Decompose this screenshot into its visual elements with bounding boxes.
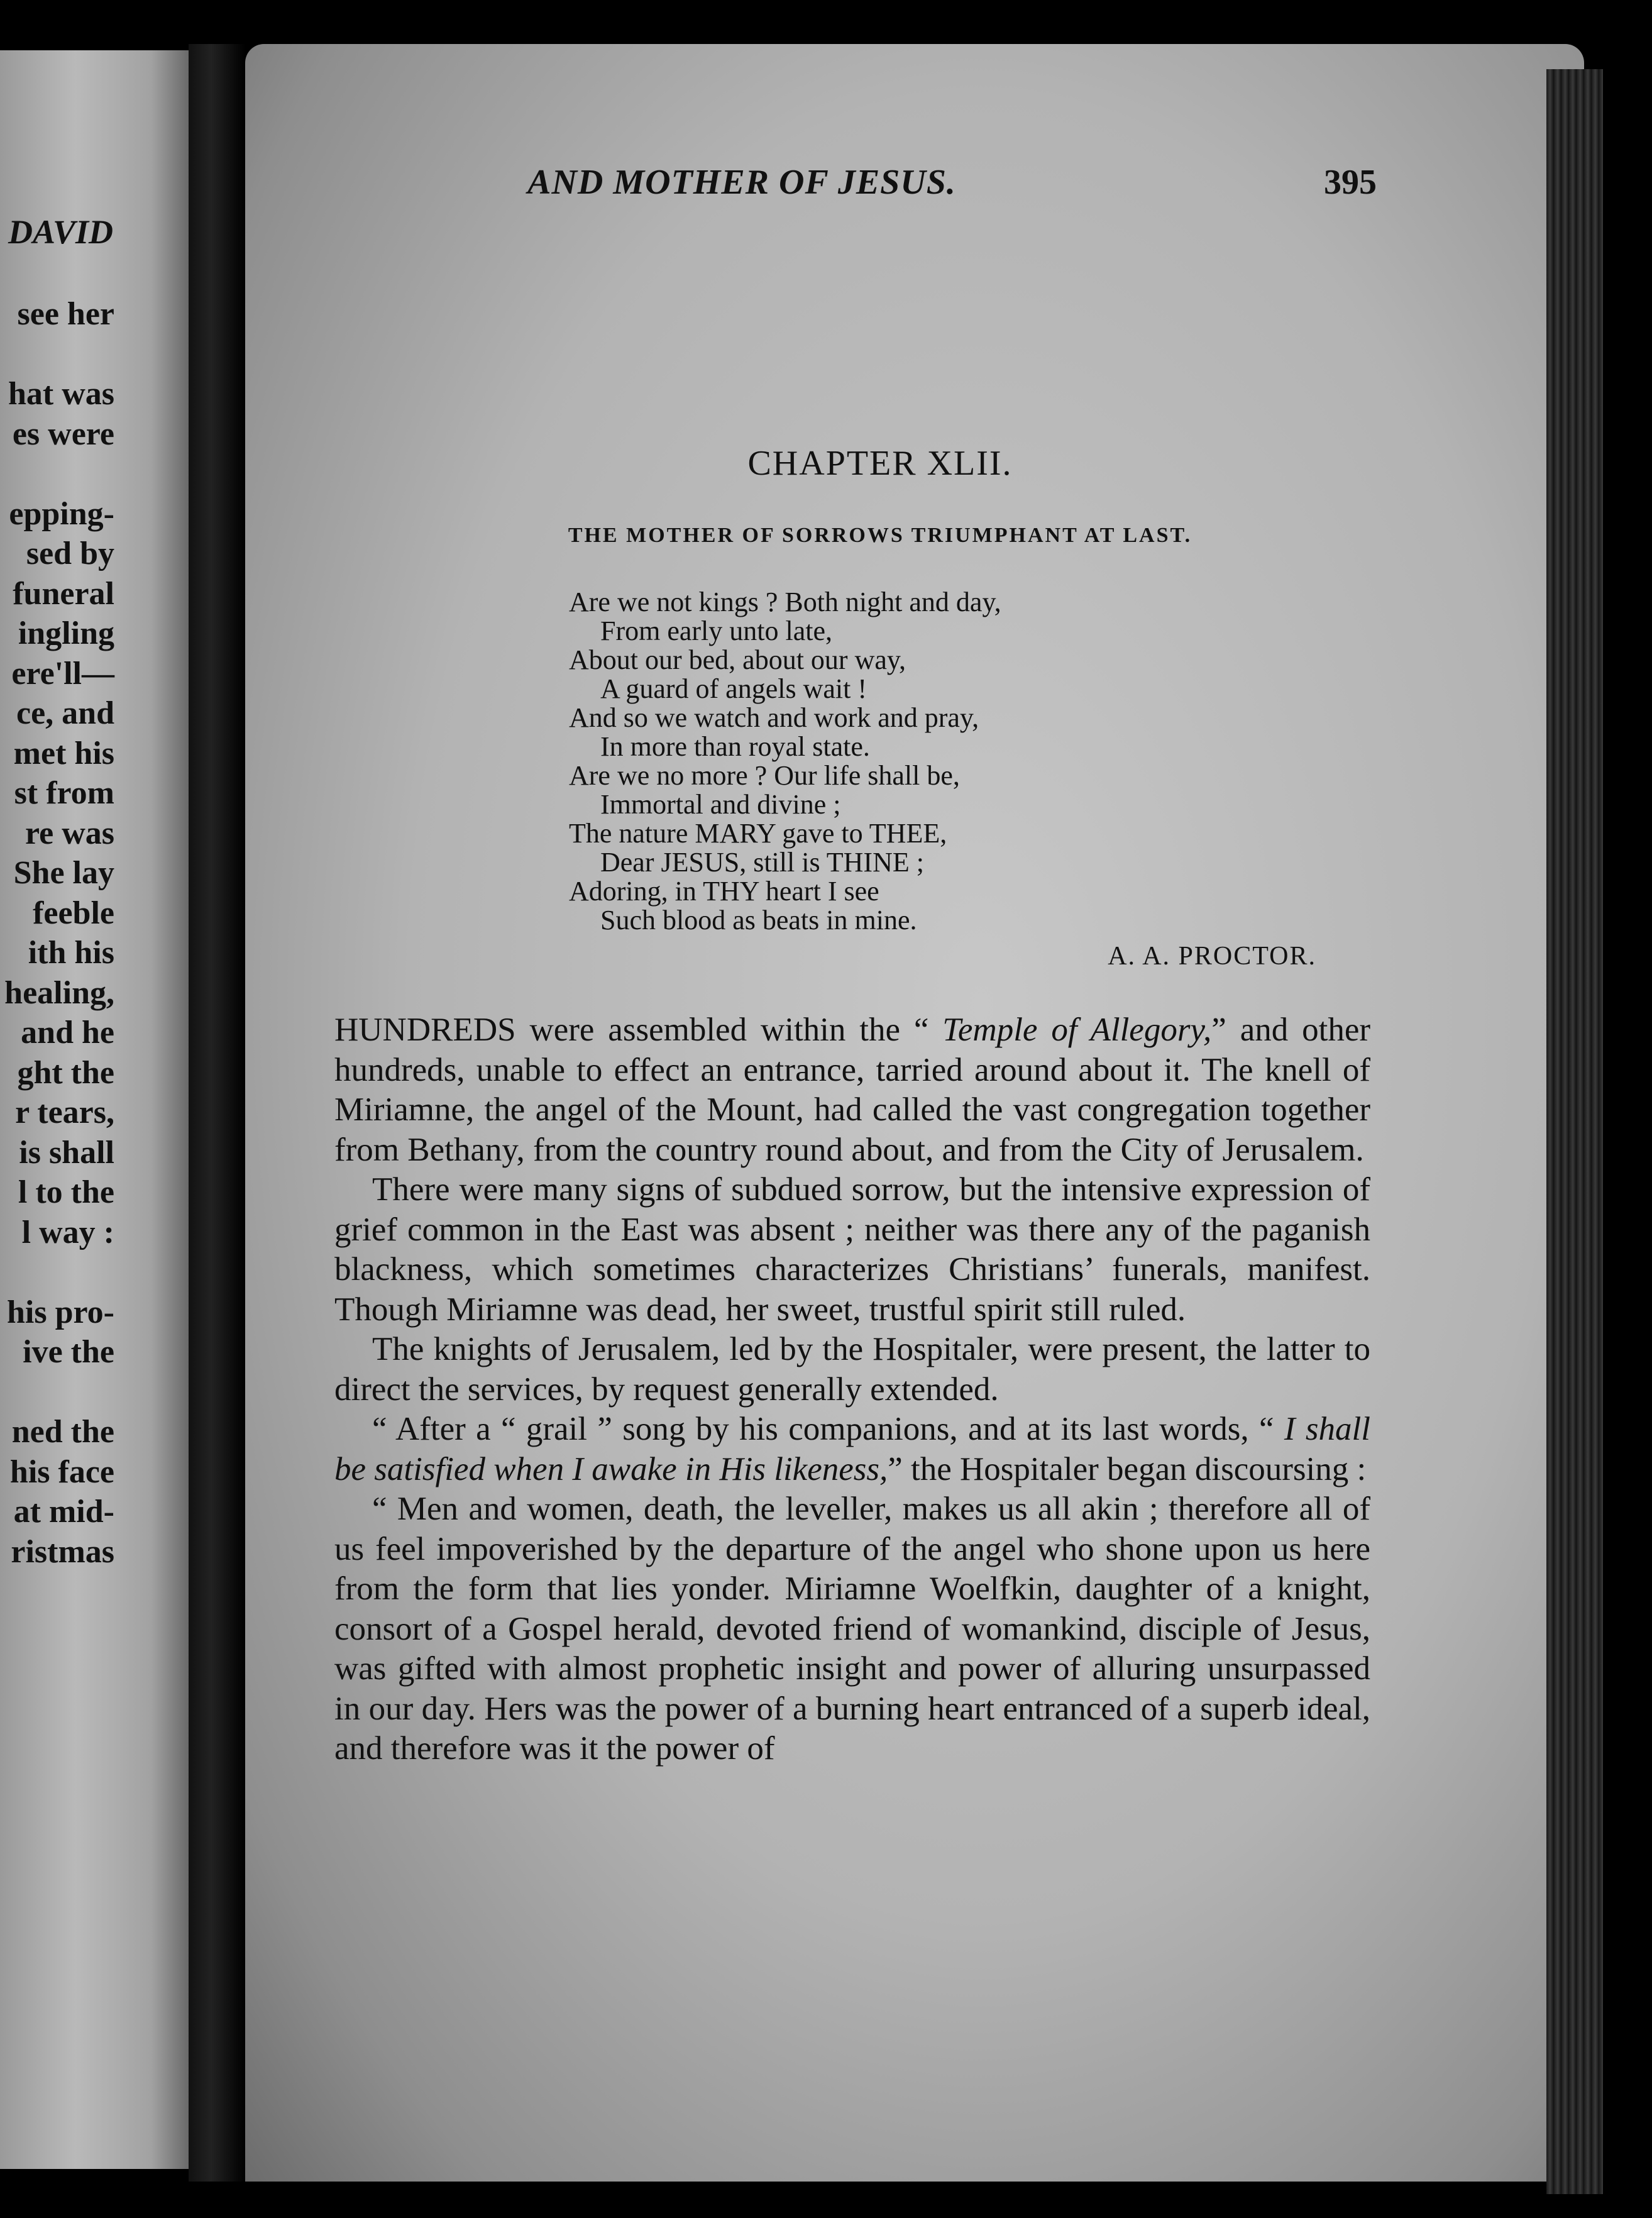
- left-line-fragment: epping-: [9, 495, 114, 532]
- epigraph-line: Are we no more ? Our life shall be,: [569, 760, 960, 791]
- epigraph-line: About our bed, about our way,: [569, 644, 906, 675]
- epigraph-line: Adoring, in THY heart I see: [569, 876, 879, 907]
- left-line-fragment: ere'll—: [11, 655, 114, 692]
- left-line-fragment: his pro-: [7, 1294, 114, 1330]
- left-line-fragment: and he: [21, 1015, 114, 1051]
- left-line-fragment: l to the: [18, 1174, 114, 1210]
- left-line-fragment: ned the: [11, 1414, 114, 1450]
- left-line-fragment: ristmas: [11, 1533, 114, 1570]
- drop-word: HUNDREDS: [334, 1012, 516, 1048]
- left-line-fragment: l way :: [21, 1214, 114, 1250]
- left-line-fragment: ght the: [17, 1054, 114, 1091]
- left-running-head: DAVID: [8, 213, 113, 251]
- page-edge: [1546, 69, 1603, 2194]
- epigraph-line: A guard of angels wait !: [600, 673, 867, 704]
- left-line-fragment: feeble: [33, 895, 114, 931]
- left-line-fragment: is shall: [19, 1134, 114, 1171]
- paragraph: “ Men and women, death, the leveller, makes us all akin ; therefore all of us feel impoverished by the departure of the angel who shone upon us here from the form that lies yonder. Miriamne Woelfkin, daughter of a knight, consort of a Gospel herald, devoted friend of womankind, disciple of Jesus, was gifted with almost prophetic insight and power of alluring unsurpassed in our day. Hers was the power of a burning heart entranced of a superb ideal, and therefore was it the power of: [334, 1491, 1370, 1767]
- body-text: [334, 1010, 1370, 1769]
- left-line-fragment: ith his: [28, 935, 114, 971]
- book-gutter: [189, 44, 245, 2182]
- italic-quote: I shall be satisfied when I awake in His likeness,: [334, 1411, 1370, 1487]
- epigraph-line: Immortal and divine ;: [600, 789, 841, 820]
- left-line-fragment: re was: [25, 815, 114, 851]
- left-line-fragment: r tears,: [15, 1095, 114, 1130]
- text-run: “ After a “ grail ” song by his companions, and at its last words, “: [372, 1411, 1284, 1447]
- chapter-subtitle: THE MOTHER OF SORROWS TRIUMPHANT AT LAST.: [568, 524, 1192, 547]
- epigraph-line: Are we not kings ? Both night and day,: [569, 587, 1001, 617]
- left-line-fragment: funeral: [13, 575, 114, 612]
- left-line-fragment: es were: [12, 416, 114, 452]
- left-page-fragment: [0, 50, 189, 2169]
- epigraph-line: And so we watch and work and pray,: [569, 702, 979, 733]
- left-line-fragment: his face: [9, 1454, 114, 1490]
- epigraph-line: From early unto late,: [600, 615, 833, 646]
- text-run: ” the Hospitaler began discoursing :: [888, 1450, 1367, 1487]
- left-line-fragment: ingling: [18, 615, 114, 651]
- text-run: were assembled within the “: [515, 1012, 943, 1048]
- left-line-fragment: sed by: [26, 536, 114, 571]
- left-line-fragment: ive the: [23, 1334, 114, 1370]
- epigraph-attribution: A. A. PROCTOR.: [1108, 942, 1316, 971]
- paragraph: [334, 1010, 1370, 1170]
- left-line-fragment: st from: [14, 775, 114, 811]
- left-line-fragment: She lay: [13, 855, 114, 891]
- chapter-title: CHAPTER XLII.: [747, 444, 1013, 483]
- left-line-fragment: met his: [13, 735, 114, 771]
- left-line-fragment: ce, and: [16, 695, 114, 731]
- left-line-fragment: at mid-: [13, 1494, 114, 1530]
- epigraph-line: Dear JESUS, still is THINE ;: [600, 847, 924, 878]
- epigraph-line: In more than royal state.: [600, 731, 870, 762]
- italic-title: Temple of Allegory,: [942, 1012, 1212, 1048]
- left-line-fragment: healing,: [4, 974, 114, 1011]
- epigraph-line: Such blood as beats in mine.: [600, 905, 917, 935]
- epigraph-line: The nature MARY gave to THEE,: [569, 818, 947, 849]
- page-number: 395: [1324, 163, 1377, 202]
- paragraph: The knights of Jerusalem, led by the Hospitaler, were present, the latter to direct the services, by request generally extended.: [334, 1331, 1370, 1408]
- running-head: AND MOTHER OF JESUS.: [527, 163, 956, 202]
- left-line-fragment: hat was: [8, 376, 114, 412]
- epigraph-poem: [569, 588, 1386, 935]
- paragraph: There were many signs of subdued sorrow, but the intensive expression of grief common in the East was absent ; neither was there any of the paganish blackness, which sometimes characterizes Christians’ funerals, manifest. Though Miriamne was dead, her sweet, trustful spirit still ruled.: [334, 1171, 1370, 1328]
- left-line-fragment: see her: [17, 296, 114, 332]
- paragraph: [334, 1410, 1370, 1489]
- text-run: ” and other hundreds, unable to effect an entrance, tarried around about it. The knell of Miriamne, the angel of the Mount, had called the vast congregation together from Bethany, from the country round about, and from the City of Jerusalem.: [334, 1012, 1370, 1168]
